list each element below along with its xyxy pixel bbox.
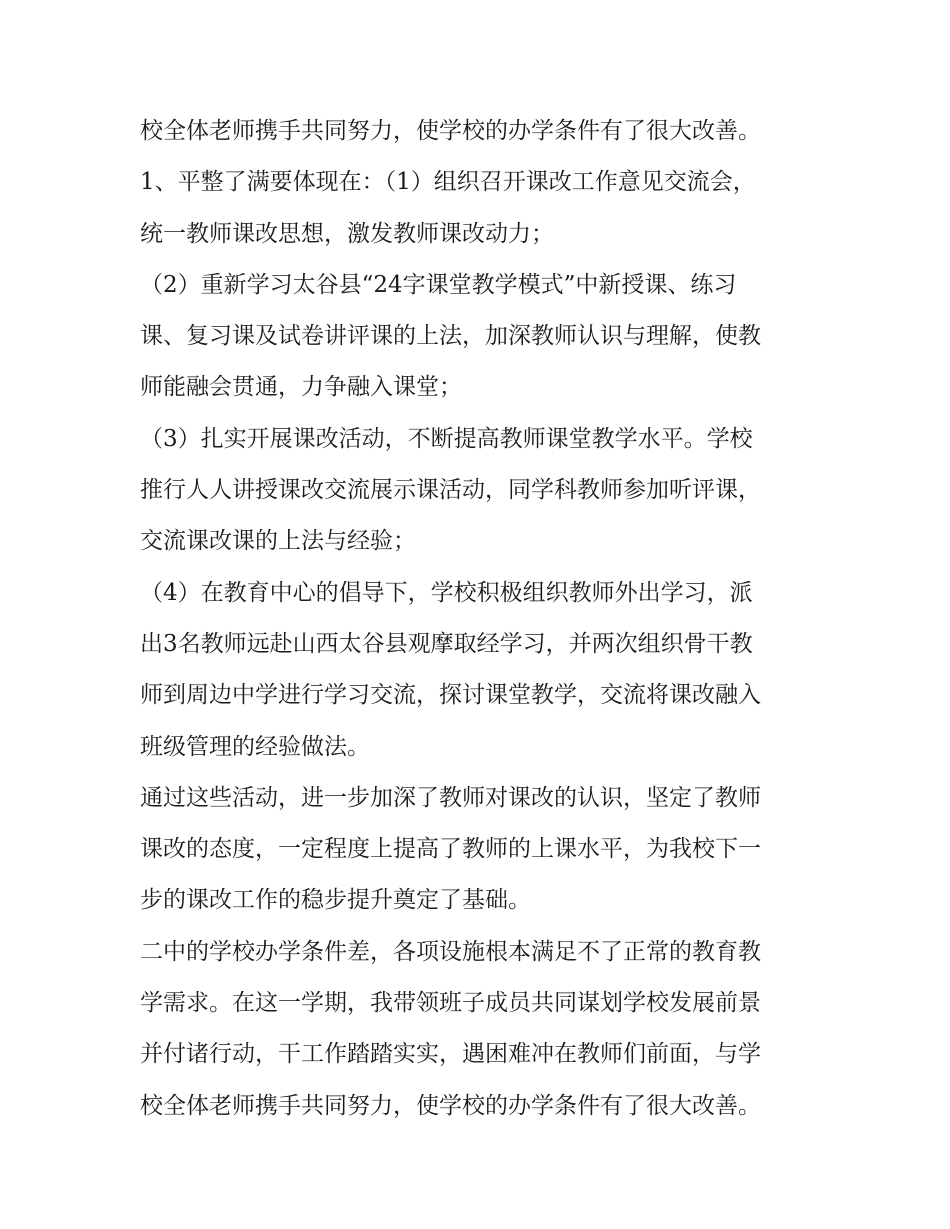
text-line: （4）在教育中心的倡导下，学校积极组织教师外出学习，派	[140, 579, 753, 606]
text-line: 班级管理的经验做法。	[140, 733, 370, 760]
text-line: 课、复习课及试卷讲评课的上法，加深教师认识与理解，使教	[140, 323, 761, 350]
text-line: 交流课改课的上法与经验；	[140, 528, 416, 555]
text-line: 师能融会贯通，力争融入课堂；	[140, 374, 462, 401]
text-line: 课改的态度，一定程度上提高了教师的上课水平，为我校下一	[140, 836, 761, 863]
text-line: （3）扎实开展课改活动，不断提高教师课堂教学水平。学校	[140, 425, 753, 452]
text-line: 推行人人讲授课改交流展示课活动，同学科教师参加听评课，	[140, 477, 761, 504]
text-line: 出3名教师远赴山西太谷县观摩取经学习，并两次组织骨干教	[140, 630, 753, 657]
text-line: 并付诸行动，干工作踏踏实实，遇困难冲在教师们前面，与学	[140, 1041, 761, 1068]
text-line: 统一教师课改思想，激发教师课改动力；	[140, 220, 554, 247]
text-line: 师到周边中学进行学习交流，探讨课堂教学，交流将课改融入	[140, 682, 761, 709]
document-body	[140, 106, 830, 1132]
text-line: 校全体老师携手共同努力，使学校的办学条件有了很大改善。	[140, 118, 761, 144]
text-line: 学需求。在这一学期，我带领班子成员共同谋划学校发展前景	[140, 990, 761, 1017]
text-line: 通过这些活动，进一步加深了教师对课改的认识，坚定了教师	[140, 784, 761, 811]
text-line: 1、平整了满要体现在：（1）组织召开课改工作意见交流会，	[140, 169, 756, 196]
text-line: （2）重新学习太谷县“24字课堂教学模式”中新授课、练习	[140, 271, 737, 298]
text-line: 二中的学校办学条件差，各项设施根本满足不了正常的教育教	[140, 938, 761, 965]
text-line: 校全体老师携手共同努力，使学校的办学条件有了很大改善。	[140, 1092, 761, 1119]
text-line: 步的课改工作的稳步提升奠定了基础。	[140, 887, 531, 914]
